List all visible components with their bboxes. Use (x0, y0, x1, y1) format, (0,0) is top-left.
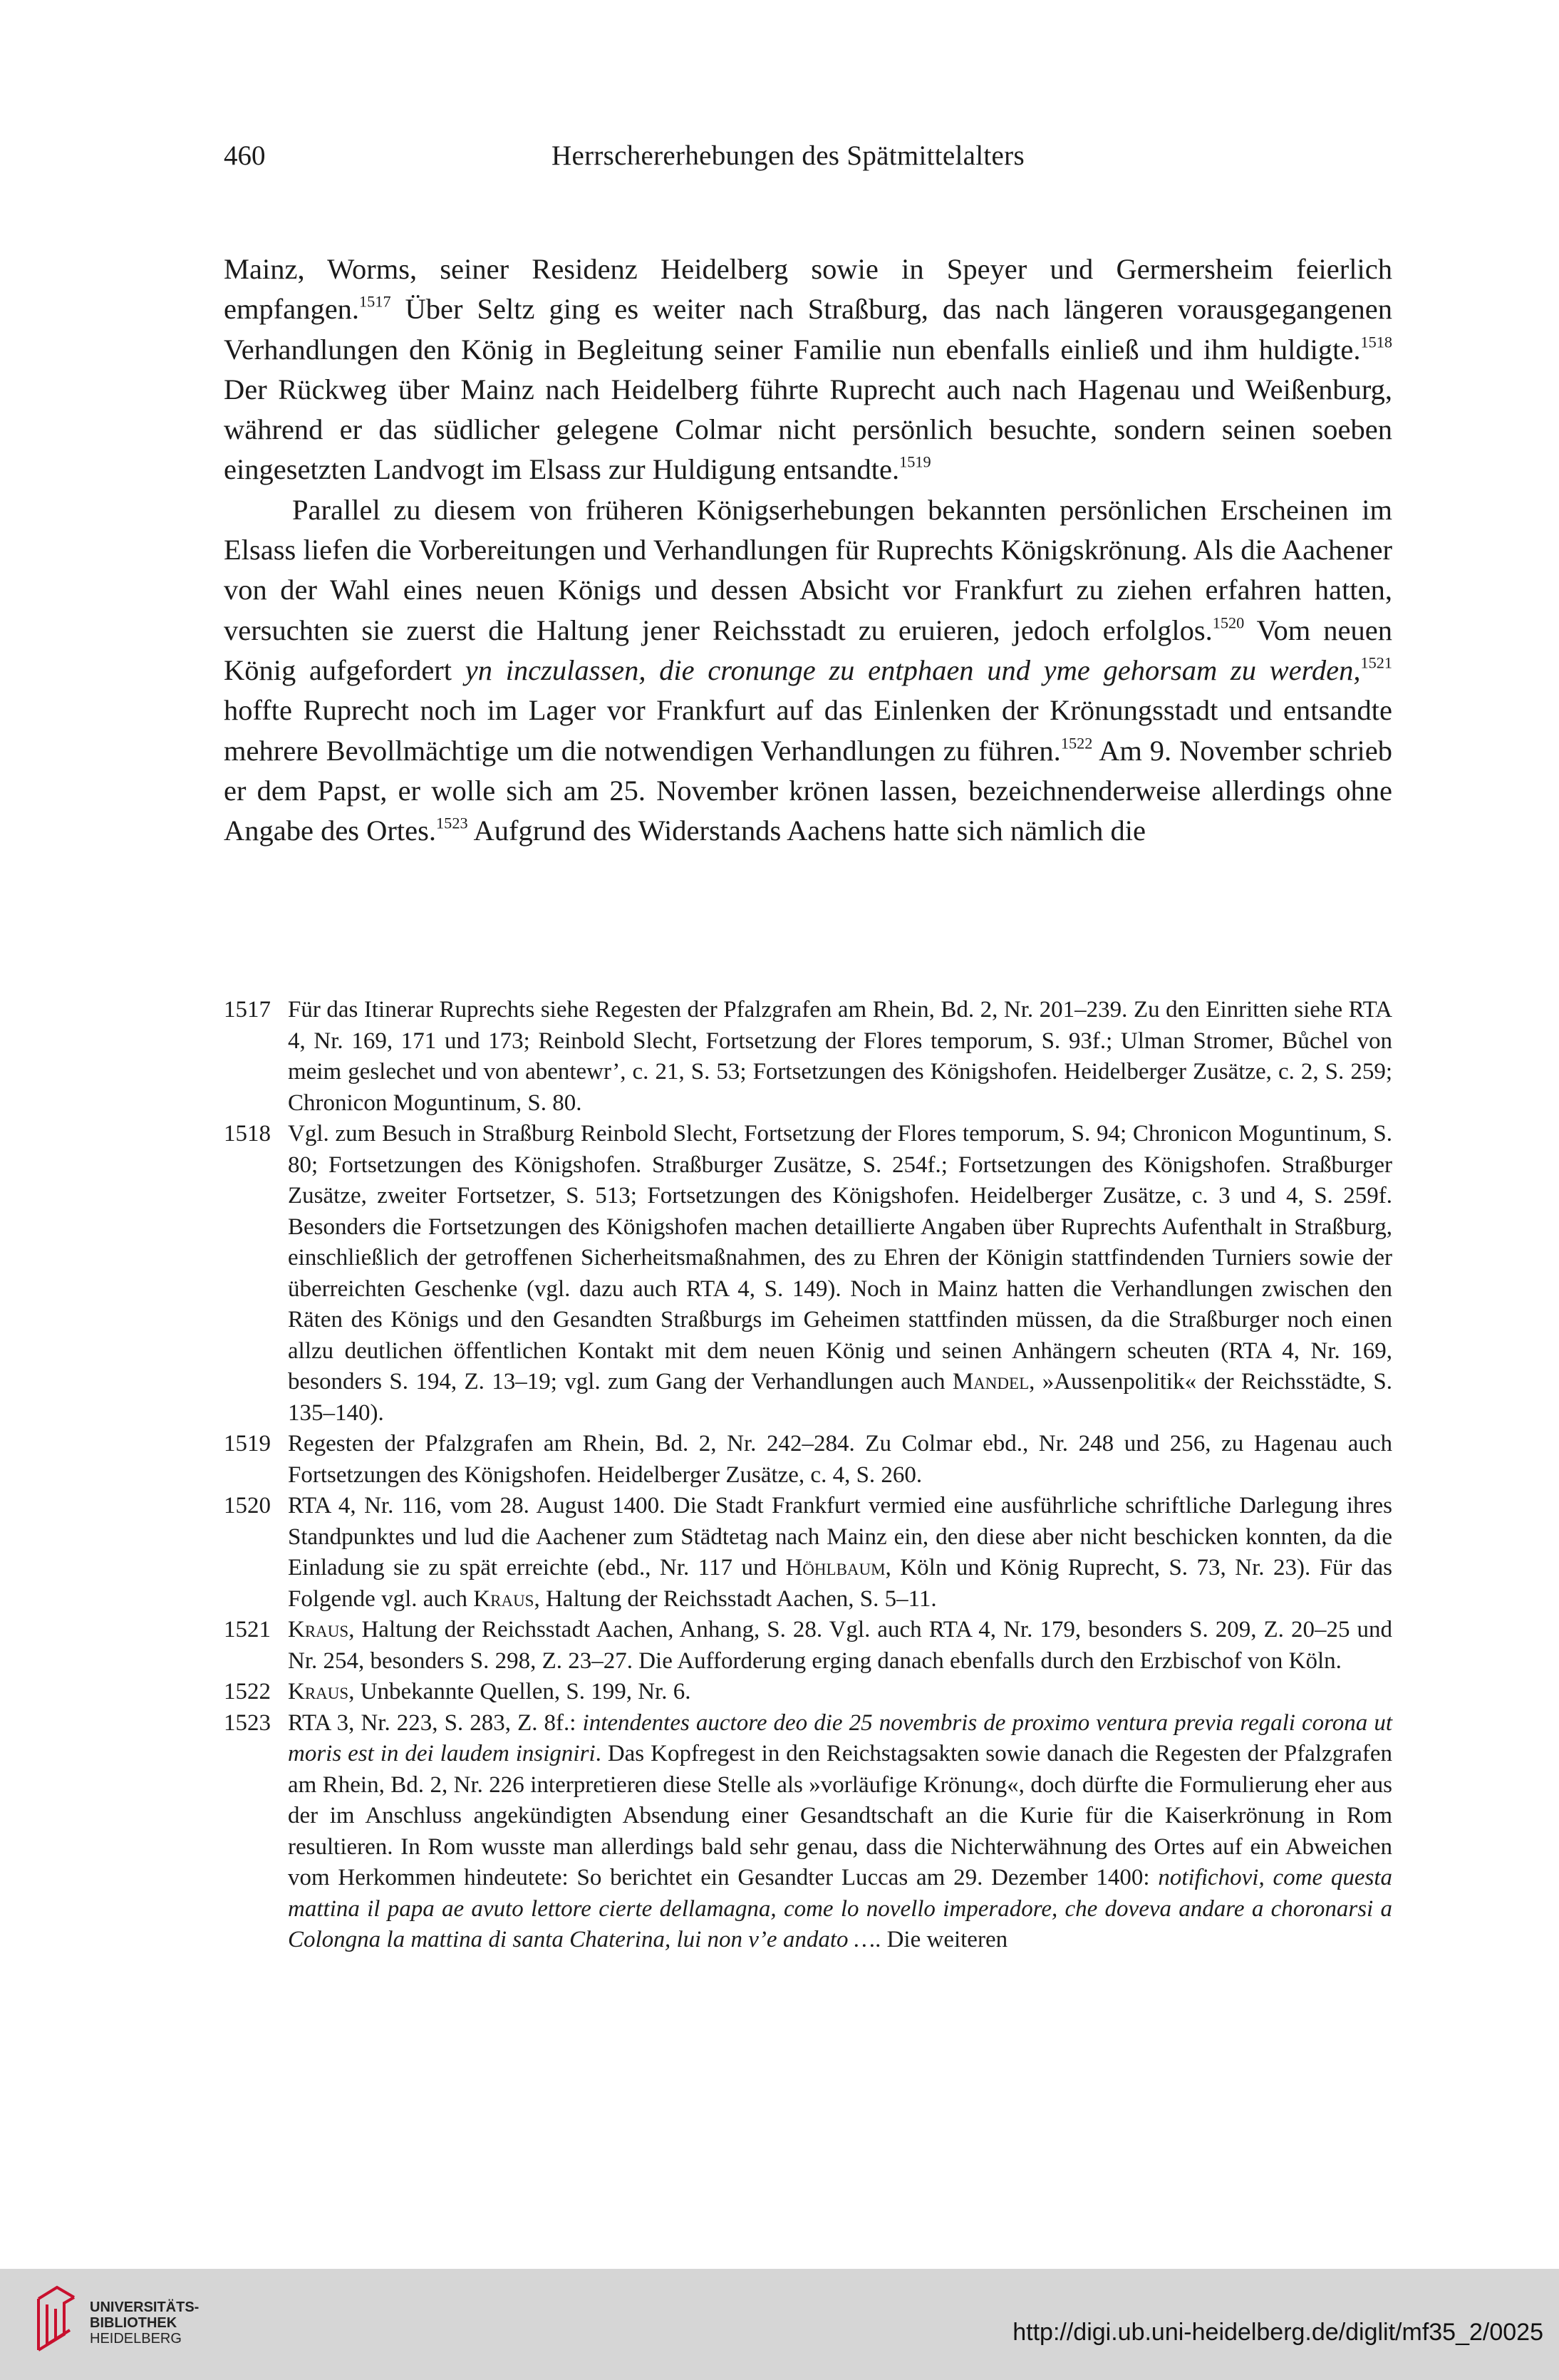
footnote-text: . Das Kopfregest in den Reichstagsakten sowie danach die Regesten der Pfalzgrafen am Rhein, Bd. 2, Nr. 226 interpretieren diese Stelle als »vorläufige Krönung«, doch dürfte die Formulierung eher aus der im Anschluss angekündigten Absendung einer Gesandtschaft an die Kurie für die Kaiserkrönung in Rom resultieren. In Rom wusste man allerdings bald sehr genau, dass die Nichterwähnung des Ortes auf ein Abweichen vom Herkommen hindeutete: So berichtet ein Gesandter Luccas am 29. Dezember 1400: (288, 1741, 1392, 1890)
footnote-text: , »Aussenpolitik« der Reichsstädte, S. 135–140). (288, 1369, 1392, 1426)
source-url[interactable]: http://digi.ub.uni-heidelberg.de/diglit/mf35_2/0025 (1012, 2319, 1543, 2346)
library-logo-icon (31, 2277, 81, 2357)
text-span: hoffte Ruprecht noch im Lager vor Frankfurt auf das Einlenken der Krönungsstadt und entsandte mehrere Bevollmächtige um die notwendigen Verhandlungen zu führen. (224, 694, 1392, 767)
footnote-number: 1521 (224, 1617, 271, 1642)
library-name-line: BIBLIOTHEK (90, 2315, 177, 2331)
text-span: Mainz, Worms, seiner Residenz Heidelberg sowie in Speyer und Germersheim feierlich empfangen. (224, 253, 1392, 326)
footnote-ref[interactable]: 1520 (1212, 613, 1245, 631)
text-span: Vom neuen König aufgefordert (224, 614, 1392, 686)
text-span: Aufgrund des Widerstands Aachens hatte sich nämlich die (467, 814, 1146, 847)
footnote-number: 1518 (224, 1121, 271, 1147)
paragraph-1 (224, 249, 1392, 490)
viewer-footer (0, 2269, 1559, 2380)
footnote-number: 1519 (224, 1431, 271, 1457)
footnote-number: 1523 (224, 1709, 271, 1736)
footnote-ref[interactable]: 1519 (899, 452, 931, 471)
footnote-1520 (224, 1491, 1392, 1615)
library-name (90, 2299, 199, 2347)
author-name: Kraus (288, 1617, 349, 1642)
paragraph-2 (224, 490, 1392, 852)
author-name: Kraus (288, 1679, 349, 1704)
author-name: Kraus (473, 1585, 534, 1612)
footnote-ref[interactable]: 1523 (436, 814, 468, 832)
page-number: 460 (224, 140, 266, 171)
footnote-text: . Die weiteren (875, 1927, 1008, 1952)
text-span: Der Rückweg über Mainz nach Heidelberg führte Ruprecht auch nach Hagenau und Weißenburg, während er das südlicher gelegene Colmar nicht persönlich besuchte, sondern seinen soeben eingesetzten Landvogt im Elsass zur Huldigung entsandte. (224, 373, 1392, 486)
footnote-1518 (224, 1119, 1392, 1429)
footnote-text: RTA 4, Nr. 116, vom 28. August 1400. Die Stadt Frankfurt vermied eine ausführliche schriftliche Darlegung ihres Standpunktes und lud die Aachener zum Städtetag nach Mainz ein, den diese aber nicht beschicken konnten, da die Einladung sie zu spät erreichte (ebd., Nr. 117 und (288, 1493, 1392, 1580)
footnote-text: Für das Itinerar Ruprechts siehe Regesten der Pfalzgrafen am Rhein, Bd. 2, Nr. 201–239. Zu den Einritten siehe RTA 4, Nr. 169, 171 und 173; Reinbold Slecht, Fortsetzung der Flores temporum, S. 93f.; Ulman Stromer, Bůchel von meim geslechet und von abentewr’, c. 21, S. 53; Fortsetzungen des Königshofen. Heidelberger Zusätze, c. 2, S. 259; Chronicon Moguntinum, S. 80. (288, 997, 1392, 1116)
footnote-text: RTA 3, Nr. 223, S. 283, Z. 8f.: (288, 1709, 583, 1736)
quotation: yn inczulassen, die cronunge zu entphaen und yme gehorsam zu werden, (465, 653, 1361, 686)
running-head: Herrschererhebungen des Spätmittelalters (551, 140, 1025, 171)
footnote-number: 1520 (224, 1493, 271, 1518)
text-span: Über Seltz ging es weiter nach Straßburg, das nach längeren vorausgegangenen Verhandlungen den König in Begleitung seiner Familie nun ebenfalls einließ und ihm huldigte. (224, 293, 1392, 366)
library-name-line: UNIVERSITÄTS- (90, 2299, 200, 2315)
footnote-1519 (224, 1429, 1392, 1491)
footnote-1521 (224, 1615, 1392, 1677)
author-name: Höhlbaum (785, 1555, 886, 1580)
author-name: Mandel (952, 1369, 1030, 1395)
footnote-ref[interactable]: 1522 (1060, 733, 1093, 752)
footnote-1517 (224, 995, 1392, 1119)
footnote-number: 1517 (224, 997, 271, 1023)
page-header (224, 140, 1392, 190)
footnote-text: Regesten der Pfalzgrafen am Rhein, Bd. 2, Nr. 242–284. Zu Colmar ebd., Nr. 248 und 256, zu Hagenau auch Fortsetzungen des Königshofen. Heidelberger Zusätze, c. 4, S. 260. (288, 1431, 1392, 1488)
footnote-ref[interactable]: 1517 (359, 292, 391, 311)
text-span: Parallel zu diesem von früheren Königserhebungen bekannten persönlichen Erscheinen im Elsass liefen die Vorbereitungen und Verhandlungen für Ruprechts Königskrönung. Als die Aachener von der Wahl eines neuen Königs und dessen Absicht vor Frankfurt zu ziehen erfahren hatten, versuchten sie zuerst die Haltung jener Reichsstadt zu eruieren, jedoch erfolglos. (224, 493, 1392, 646)
footnote-number: 1522 (224, 1679, 271, 1704)
quotation: notifichovi, come questa mattina il papa ae avuto lettore cierte dellamagna, come lo novello imperadore, che doveva andare a choronarsi a Colongna la mattina di santa Chaterina, lui non v’e andato … (288, 1865, 1392, 1952)
footnote-1523 (224, 1708, 1392, 1956)
footnote-1522 (224, 1677, 1392, 1708)
footnote-text: , Haltung der Reichsstadt Aachen, Anhang, S. 28. Vgl. auch RTA 4, Nr. 179, besonders S. 209, Z. 20–25 und Nr. 254, besonders S. 298, Z. 23–27. Die Aufforderung erging danach ebenfalls durch den Erzbischof von Köln. (288, 1617, 1392, 1674)
footnote-ref[interactable]: 1518 (1360, 332, 1392, 351)
footnote-text: , Haltung der Reichsstadt Aachen, S. 5–11. (534, 1585, 937, 1612)
quotation: intendentes auctore deo die 25 novembris de proximo ventura previa regali corona ut moris est in dei laudem insigniri (288, 1709, 1392, 1766)
library-name-line: HEIDELBERG (90, 2331, 182, 2347)
footnotes (224, 995, 1392, 1956)
text-span: Am 9. November schrieb er dem Papst, er wolle sich am 25. November krönen lassen, bezeichnenderweise allerdings ohne Angabe des Ortes. (224, 734, 1393, 847)
main-text (224, 249, 1392, 851)
footnote-text: , Köln und König Ruprecht, S. 73, Nr. 23). Für das Folgende vgl. auch (288, 1555, 1392, 1612)
footnote-text: Vgl. zum Besuch in Straßburg Reinbold Slecht, Fortsetzung der Flores temporum, S. 94; Chronicon Moguntinum, S. 80; Fortsetzungen des Königshofen. Straßburger Zusätze, S. 254f.; Fortsetzungen des Königshofen. Straßburger Zusätze, zweiter Fortsetzer, S. 513; Fortsetzungen des Königshofen. Heidelberger Zusätze, c. 3 und 4, S. 259f. Besonders die Fortsetzungen des Königshofen machen detaillierte Angaben über Ruprechts Aufenthalt in Straßburg, einschließlich der getroffenen Sicherheitsmaßnahmen, des zu Ehren der Königin stattfindenden Turniers sowie der überreichten Geschenke (vgl. dazu auch RTA 4, S. 149). Noch in Mainz hatten die Verhandlungen zwischen den Räten des Königs und den Gesandten Straßburgs im Geheimen stattfinden müssen, da die Straßburger noch einen allzu deutlichen öffentlichen Kontakt mit dem neuen König und seinen Anhängern scheuten (RTA 4, Nr. 169, besonders S. 194, Z. 13–19; vgl. zum Gang der Verhandlungen auch (288, 1121, 1392, 1395)
footnote-ref[interactable]: 1521 (1360, 653, 1392, 672)
footnote-text: , Unbekannte Quellen, S. 199, Nr. 6. (348, 1679, 691, 1704)
